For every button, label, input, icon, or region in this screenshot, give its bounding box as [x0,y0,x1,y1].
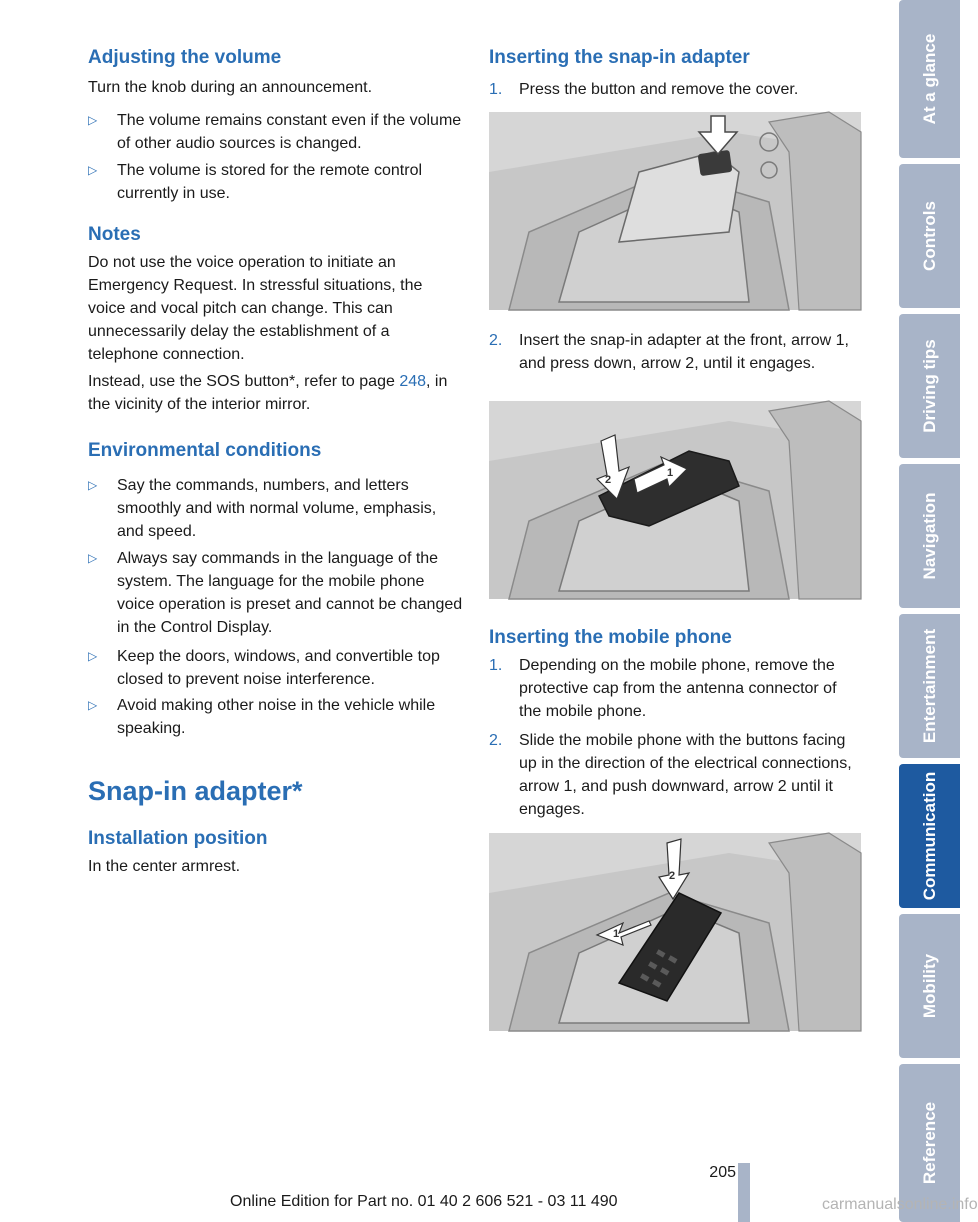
phone-heading: Inserting the mobile phone [489,627,732,648]
environment-heading: Environmental conditions [88,440,322,461]
volume-intro: Turn the knob during an announcement. [88,79,373,96]
armrest-illustration [489,112,861,310]
installation-text: In the center armrest. [88,858,241,875]
volume-heading: Adjusting the volume [88,47,282,68]
page-number-bar [738,1163,750,1222]
triangle-bullet-icon: ▷ [88,698,98,712]
tab-driving-tips[interactable]: Driving tips [899,314,960,458]
triangle-bullet-icon: ▷ [88,113,98,127]
tab-reference[interactable]: Reference [899,1064,960,1222]
notes-instead: Instead, use the SOS button*, refer to page 248, in the vicinity of the interior mirror. [88,373,448,413]
figure-insert-adapter [489,401,861,599]
snapin-heading: Snap-in adapter* [88,776,303,806]
tab-navigation[interactable]: Navigation [899,464,960,608]
armrest-illustration [489,833,861,1031]
tab-communication[interactable]: Communication [899,764,960,908]
arrow-label: 1 [667,467,674,479]
armrest-illustration [489,401,861,599]
figure-insert-phone [489,833,861,1031]
triangle-bullet-icon: ▷ [88,551,98,565]
watermark: carmanualsonline.info [822,1196,978,1213]
installation-heading: Installation position [88,828,268,849]
tab-controls[interactable]: Controls [899,164,960,308]
arrow-label: 2 [669,870,676,882]
notes-text: Do not use the voice operation to initiate an Emergency Request. In stressful situations, the voice and vocal pitch can change. This can unnecessarily delay the establishment of a telephone connection. [88,254,423,363]
tab-at-a-glance[interactable]: At a glance [899,0,960,158]
arrow-label: 1 [613,928,620,940]
adapter-heading: Inserting the snap-in adapter [489,47,750,68]
arrow-label: 2 [605,474,612,486]
triangle-bullet-icon: ▷ [88,649,98,663]
tab-entertainment[interactable]: Entertainment [899,614,960,758]
tab-mobility[interactable]: Mobility [899,914,960,1058]
figure-remove-cover [489,112,861,310]
triangle-bullet-icon: ▷ [88,163,98,177]
notes-heading: Notes [88,224,141,245]
triangle-bullet-icon: ▷ [88,478,98,492]
page-number: 205 [709,1164,736,1181]
edition-footer: Online Edition for Part no. 01 40 2 606 521 - 03 11 490 [230,1193,618,1210]
page-reference-link[interactable]: 248 [399,373,427,390]
chapter-sidebar [899,0,960,1222]
